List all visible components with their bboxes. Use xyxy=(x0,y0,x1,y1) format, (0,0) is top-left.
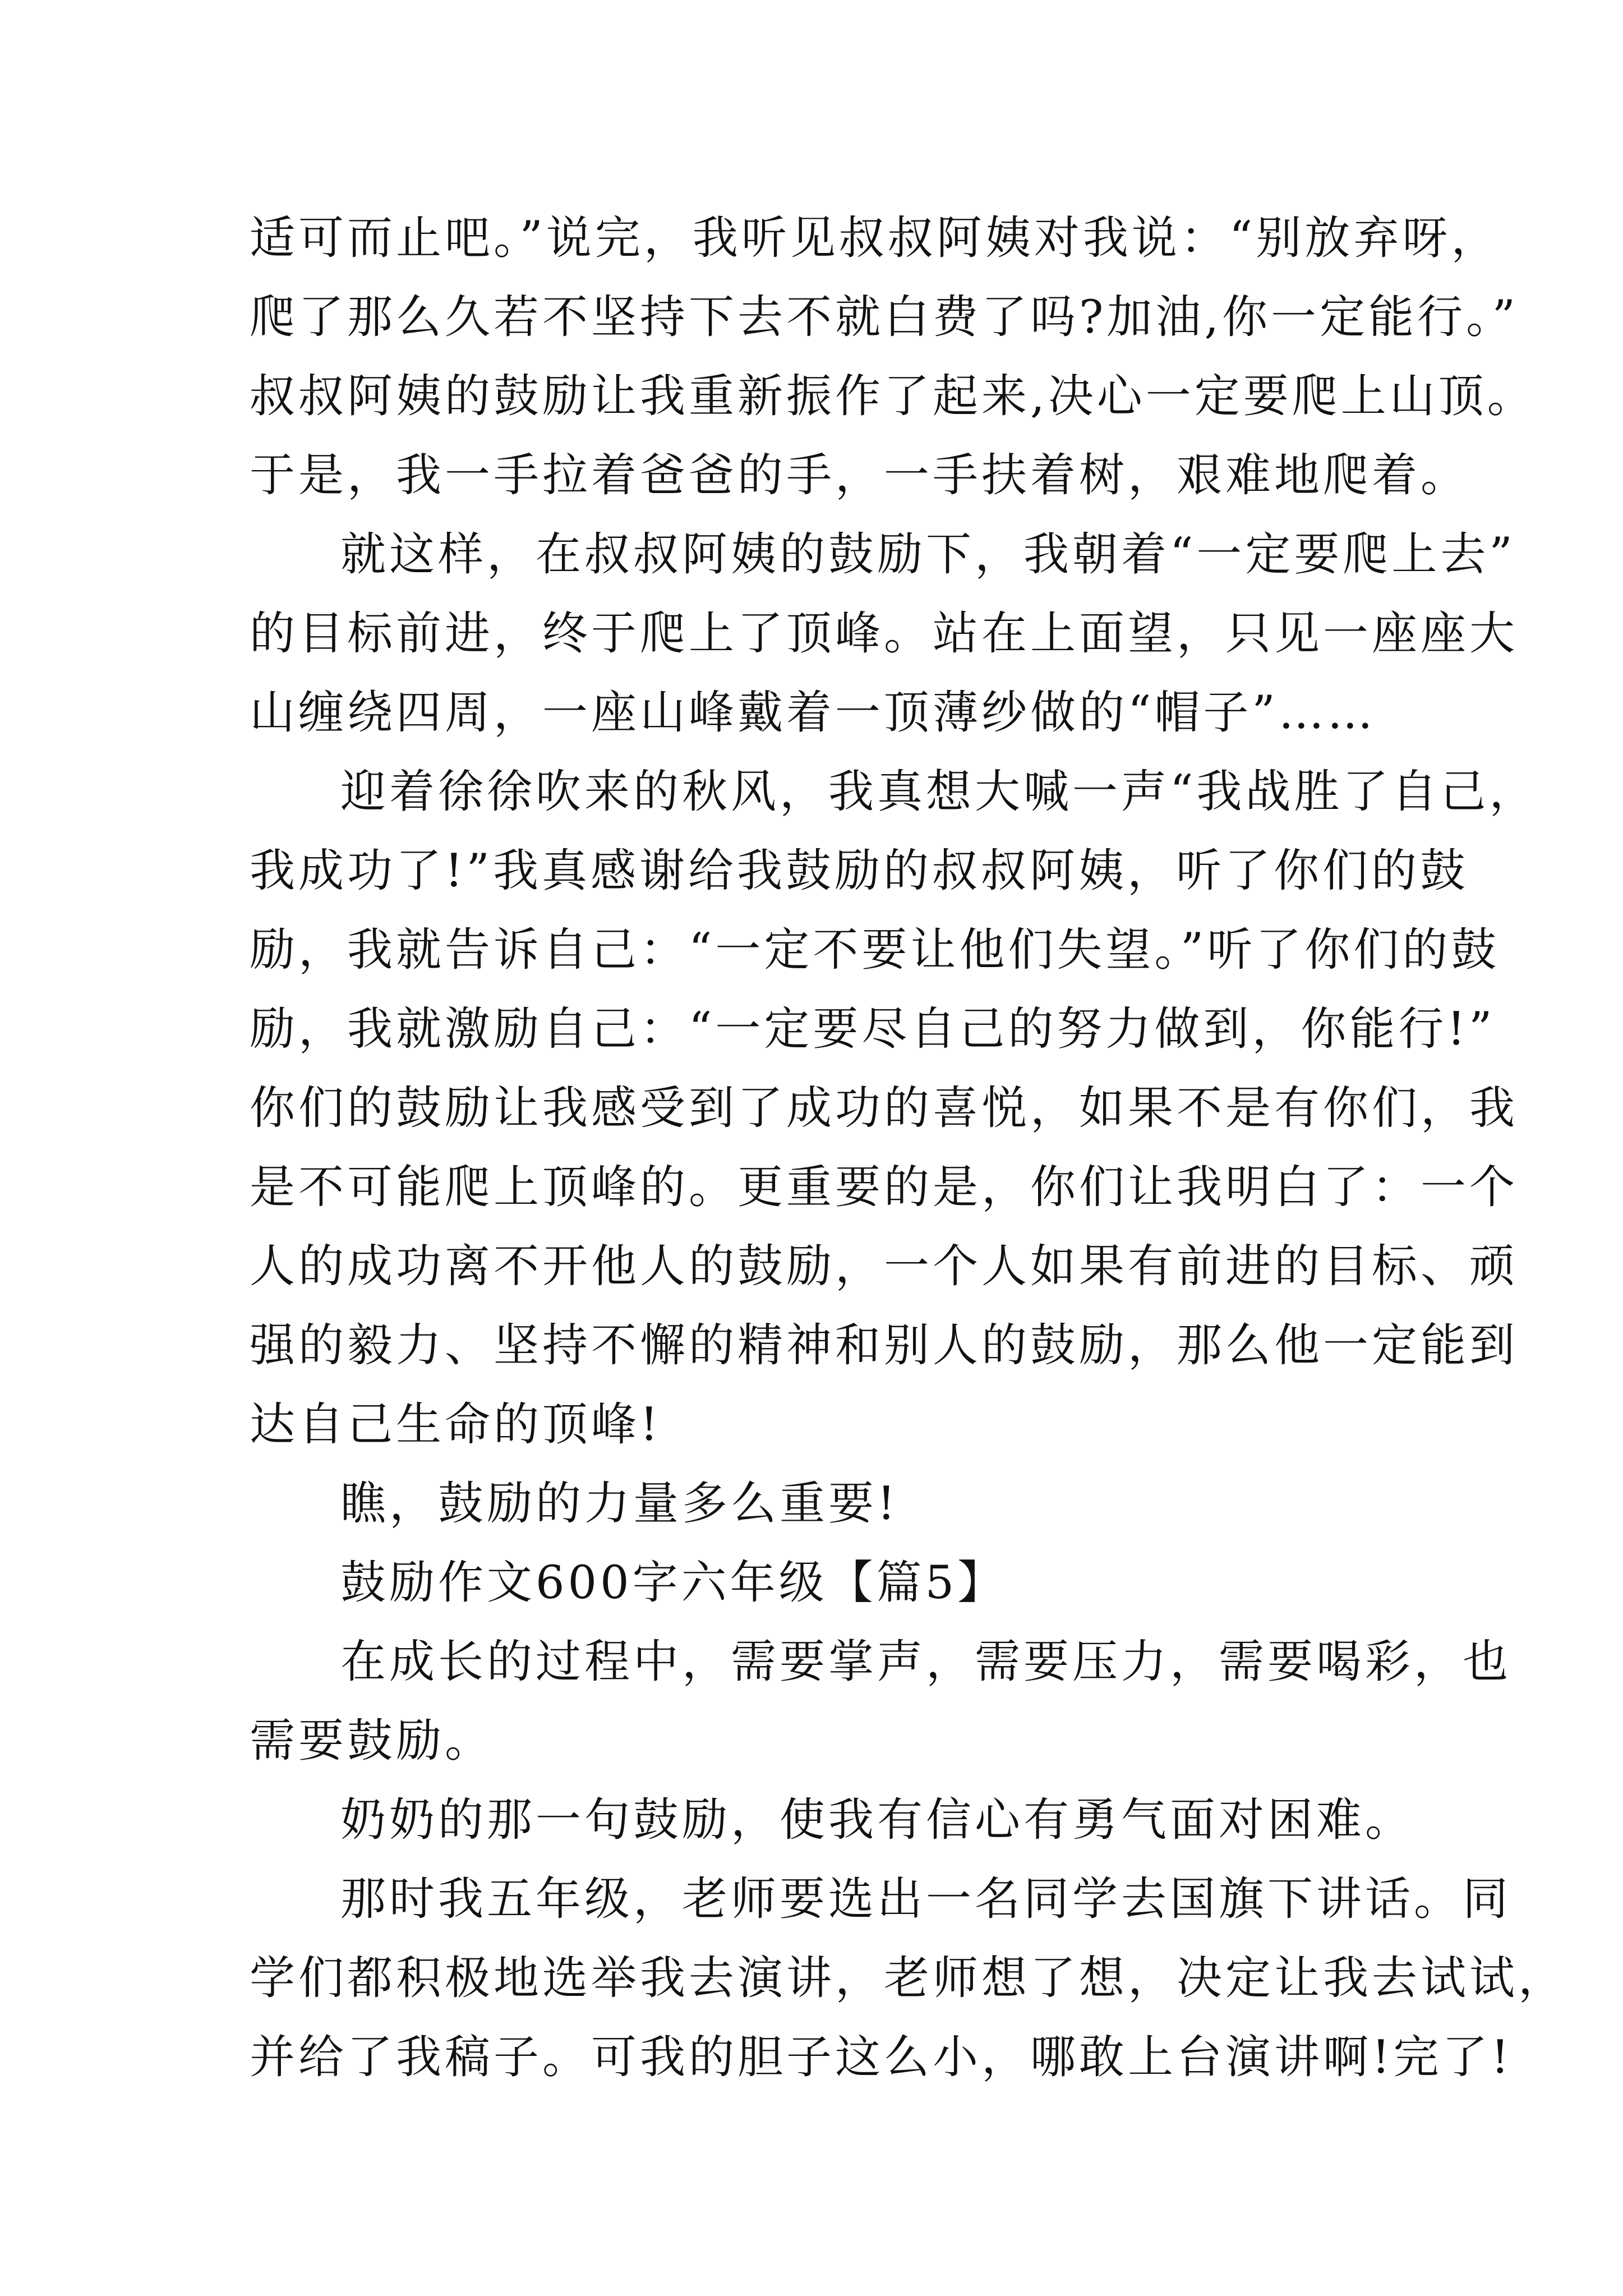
section-heading: 鼓励作文600字六年级【篇5】 xyxy=(340,1557,1007,1609)
paragraph-start-line: 就这样，在叔叔阿姨的鼓励下，我朝着“一定要爬上去” xyxy=(340,528,1516,581)
text-line: 叔叔阿姨的鼓励让我重新振作了起来,决心一定要爬上山顶。 xyxy=(250,370,1536,423)
text-line: 适可而止吧。”说完，我听见叔叔阿姨对我说：“别放弃呀， xyxy=(250,212,1500,265)
paragraph-start-line: 在成长的过程中，需要掌声，需要压力，需要喝彩，也 xyxy=(340,1636,1512,1688)
text-line: 于是，我一手拉着爸爸的手，一手扶着树，艰难地爬着。 xyxy=(250,449,1470,502)
text-line: 达自己生命的顶峰! xyxy=(250,1398,662,1451)
paragraph-start-line: 迎着徐徐吹来的秋风，我真想大喊一声“我战胜了自己， xyxy=(340,766,1538,818)
text-line: 山缠绕四周，一座山峰戴着一顶薄纱做的“帽子”…… xyxy=(250,687,1376,739)
paragraph-start-line: 瞧，鼓励的力量多么重要! xyxy=(340,1478,899,1530)
paragraph-start-line: 那时我五年级，老师要选出一名同学去国旗下讲话。同 xyxy=(340,1873,1512,1926)
text-line: 我成功了!”我真感谢给我鼓励的叔叔阿姨，听了你们的鼓 xyxy=(250,845,1469,898)
text-line: 的目标前进，终于爬上了顶峰。站在上面望，只见一座座大 xyxy=(250,608,1519,660)
essay-body xyxy=(250,199,1567,2097)
text-line: 人的成功离不开他人的鼓励，一个人如果有前进的目标、顽 xyxy=(250,1240,1519,1293)
text-line: 励，我就激励自己：“一定要尽自己的努力做到，你能行!” xyxy=(250,1003,1496,1056)
text-line: 是不可能爬上顶峰的。更重要的是，你们让我明白了：一个 xyxy=(250,1161,1519,1214)
text-line: 爬了那么久若不坚持下去不就白费了吗?加油,你一定能行。” xyxy=(250,291,1519,344)
text-line: 励，我就告诉自己：“一定不要让他们失望。”听了你们的鼓 xyxy=(250,924,1500,977)
text-line: 强的毅力、坚持不懈的精神和别人的鼓励，那么他一定能到 xyxy=(250,1319,1519,1372)
text-line: 需要鼓励。 xyxy=(250,1715,494,1768)
text-line: 你们的鼓励让我感受到了成功的喜悦，如果不是有你们，我 xyxy=(250,1082,1519,1135)
paragraph-start-line: 奶奶的那一句鼓励，使我有信心有勇气面对困难。 xyxy=(340,1794,1414,1847)
text-line: 学们都积极地选举我去演讲，老师想了想，决定让我去试试， xyxy=(250,1952,1567,2005)
text-line: 并给了我稿子。可我的胆子这么小，哪敢上台演讲啊!完了! xyxy=(250,2031,1513,2084)
